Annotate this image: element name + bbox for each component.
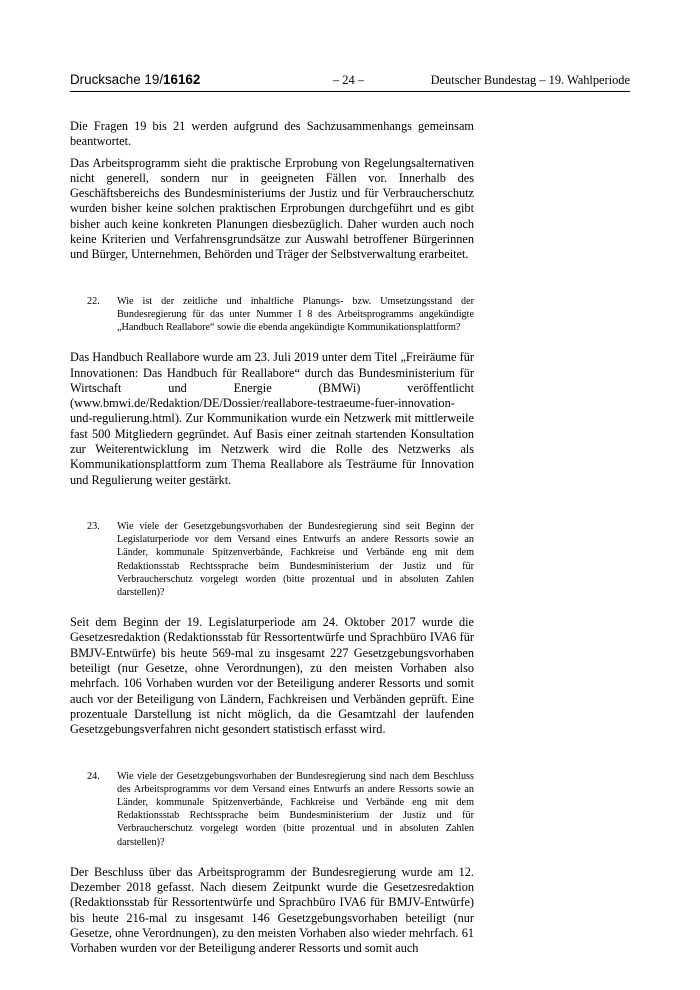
answer-22: Das Handbuch Reallabore wurde am 23. Juli 2019 unter dem Titel „Freiräume für Innovationen: Das Handbuch für Reallabore“ durch das Bundesministerium für Wirtschaft und Energie (BMWi) veröffentlicht (www.bmwi.de/Redaktion/DE/Dossier/reallabore-testraeume-fuer-innovation-und-regulierung.html). Zur Kommunikation wurde ein Netzwerk mit mittlerweile fast 500 Mitgliedern gegründet. Auf Basis einer zeitnah startenden Konsultation zur Weiterentwicklung im Netzwerk wird die Rolle des Netzwerks als Kommunikationsplattform zum Thema Reallabore als Testräume für Innovation und Regulierung weiter gestärkt.	[70, 350, 474, 487]
header-rule	[70, 91, 630, 92]
question-number: 24.	[87, 770, 100, 782]
answer-19-21-intro: Die Fragen 19 bis 21 werden aufgrund des Sachzusammenhangs gemeinsam beantwortet.	[70, 119, 474, 149]
question-text: Wie ist der zeitliche und inhaltliche Planungs- bzw. Umsetzungsstand der Bundesregierung für das unter Nummer I 8 des Arbeitsprogramms angekündigte „Handbuch Reallabore“ sowie die ebenda angekündigte Kommunikationsplattform?	[117, 295, 474, 334]
answer-23: Seit dem Beginn der 19. Legislaturperiode am 24. Oktober 2017 wurde die Gesetzesredaktion (Redaktionsstab für Ressortentwürfe und Sprachbüro IVA6 für BMJV-Entwürfe) bis heute 569-mal zu insgesamt 227 Gesetzgebungsvorhaben beteiligt (nur Gesetze, ohne Verordnungen), zu den meisten Vorhaben also mehrfach. 106 Vorhaben wurden vor der Beteiligung anderer Ressorts und somit auch vor der Beteiligung von Ländern, Fachkreisen und Verbänden geprüft. Eine prozentuale Darstellung ist nicht möglich, da die Gesamtzahl der laufenden Gesetzgebungsverfahren nicht gesondert statistisch erfasst wird.	[70, 615, 474, 737]
question-text: Wie viele der Gesetzgebungsvorhaben der Bundesregierung sind nach dem Beschluss des Arbeitsprogramms vor dem Versand eines Entwurfs an andere Ressorts sowie an Länder, kommunale Spitzenverbände, Fachkreise und Verbände eng mit dem Redaktionsstab Rechtssprache beim Bundesministerium der Justiz und für Verbraucherschutz vorgelegt worden (bitte prozentual und in absoluten Zahlen darstellen)?	[117, 770, 474, 848]
doc-label: Drucksache 19/	[70, 72, 164, 87]
publisher-label: Deutscher Bundestag – 19. Wahlperiode	[430, 73, 630, 87]
page-body	[70, 119, 474, 963]
page-header	[70, 70, 630, 90]
answer-24: Der Beschluss über das Arbeitsprogramm der Bundesregierung wurde am 12. Dezember 2018 gefasst. Nach diesem Zeitpunkt wurde die Gesetzesredaktion (Redaktionsstab für Ressortentwürfe und Sprachbüro IVA6 für BMJV-Entwürfe) bis heute 216-mal zu insgesamt 146 Gesetzgebungsvorhaben beteiligt (nur Gesetze, ohne Verordnungen), zu den meisten Vorhaben also wieder mehrfach. 61 Vorhaben wurden vor der Beteiligung anderer Ressorts und somit auch	[70, 864, 474, 956]
page-number: – 24 –	[333, 73, 364, 87]
doc-number: 16162	[163, 72, 201, 87]
answer-19-21: Das Arbeitsprogramm sieht die praktische Erprobung von Regelungsalternativen nicht generell, sondern nur in geeigneten Fällen vor. Innerhalb des Geschäftsbereichs des Bundesministeriums der Justiz und für Verbraucherschutz wurden bisher keine solchen praktischen Erprobungen durchgeführt und es gibt bisher auch keine konkreten Planungen diesbezüglich. Daher wurden auch noch keine Kriterien und Verfahrensgrundsätze zur Auswahl betroffener Bürgerinnen und Bürger, Unternehmen, Behörden und Träger der Selbstverwaltung erarbeitet.	[70, 155, 474, 262]
question-number: 23.	[87, 520, 100, 532]
question-23	[87, 520, 474, 599]
document-reference	[70, 72, 200, 87]
question-text: Wie viele der Gesetzgebungsvorhaben der Bundesregierung sind seit Beginn der Legislaturperiode vor dem Versand eines Entwurfs an andere Ressorts sowie an Länder, kommunale Spitzenverbände, Fachkreise und Verbände eng mit dem Redaktionsstab Rechtssprache beim Bundesministerium der Justiz und für Verbraucherschutz vorgelegt worden (bitte prozentual und in absoluten Zahlen darstellen)?	[117, 520, 474, 598]
question-number: 22.	[87, 295, 100, 307]
question-22	[87, 295, 474, 335]
question-24	[87, 770, 474, 849]
